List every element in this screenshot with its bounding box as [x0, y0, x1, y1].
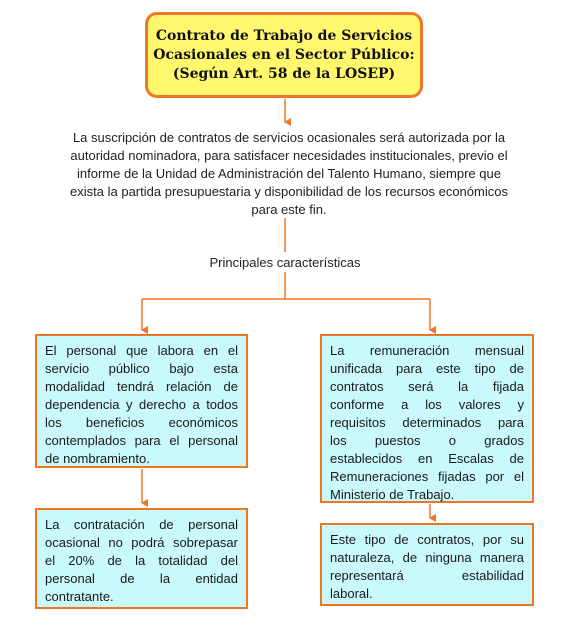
intro-line: exista la partida presupuestaria y disponibilidad de los recursos económicos [70, 184, 508, 199]
box-limite-contratacion [35, 508, 248, 609]
box-line: requisitos determinados para [330, 415, 524, 430]
intro-paragraph [30, 129, 548, 219]
box-personal-dependencia [35, 334, 248, 468]
title-line: (Según Art. 58 de la LOSEP) [172, 65, 396, 82]
box-line: La contratación de personal [45, 517, 238, 532]
intro-line: autoridad nominadora, para satisfacer necesidades institucionales, previo el [70, 148, 508, 163]
box-line: naturaleza, de ninguna manera [330, 550, 524, 565]
box-line: los beneficios económicos [45, 415, 238, 430]
subheading-principales: Principales características [209, 255, 361, 270]
box-line: los puestos o grados [330, 433, 524, 448]
intro-line: informe de la Unidad de Administración del Talento Humano, siempre que [77, 166, 501, 181]
box-remuneracion [320, 334, 534, 503]
box-line: laboral. [330, 586, 373, 601]
title-line: Ocasionales en el Sector Público: [153, 46, 415, 63]
box-line: servicio público bajo esta [45, 361, 238, 376]
box-line: El personal que labora en el [45, 343, 238, 358]
box-line: contemplados para el personal [45, 433, 238, 448]
title-line: Contrato de Trabajo de Servicios [155, 27, 413, 44]
box-line: dependencia y derecho a todos [45, 397, 238, 412]
box-line: unificada para este tipo de [330, 361, 524, 376]
box-line: conforme a los valores y [330, 397, 524, 412]
title-box [145, 12, 423, 98]
box-line: La remuneración mensual [330, 343, 524, 358]
box-line: establecidos en Escalas de [330, 451, 524, 466]
box-line: representará estabilidad [330, 568, 524, 583]
box-line: personal de la entidad [45, 571, 238, 586]
box-estabilidad [320, 523, 534, 606]
box-line: contratante. [45, 589, 114, 604]
intro-line: La suscripción de contratos de servicios ocasionales será autorizada por la [72, 130, 506, 145]
box-line: de nombramiento. [45, 451, 150, 466]
box-line: modalidad tendrá relación de [45, 379, 238, 394]
box-line: Este tipo de contratos, por su [330, 532, 524, 547]
box-line: Ministerio de Trabajo. [330, 487, 455, 502]
box-line: ocasional no podrá sobrepasar [45, 535, 238, 550]
box-line: contratos será la fijada [330, 379, 524, 394]
box-line: el 20% de la totalidad del [45, 553, 238, 568]
intro-line: para este fin. [251, 202, 327, 217]
box-line: Remuneraciones fijadas por el [330, 469, 524, 484]
